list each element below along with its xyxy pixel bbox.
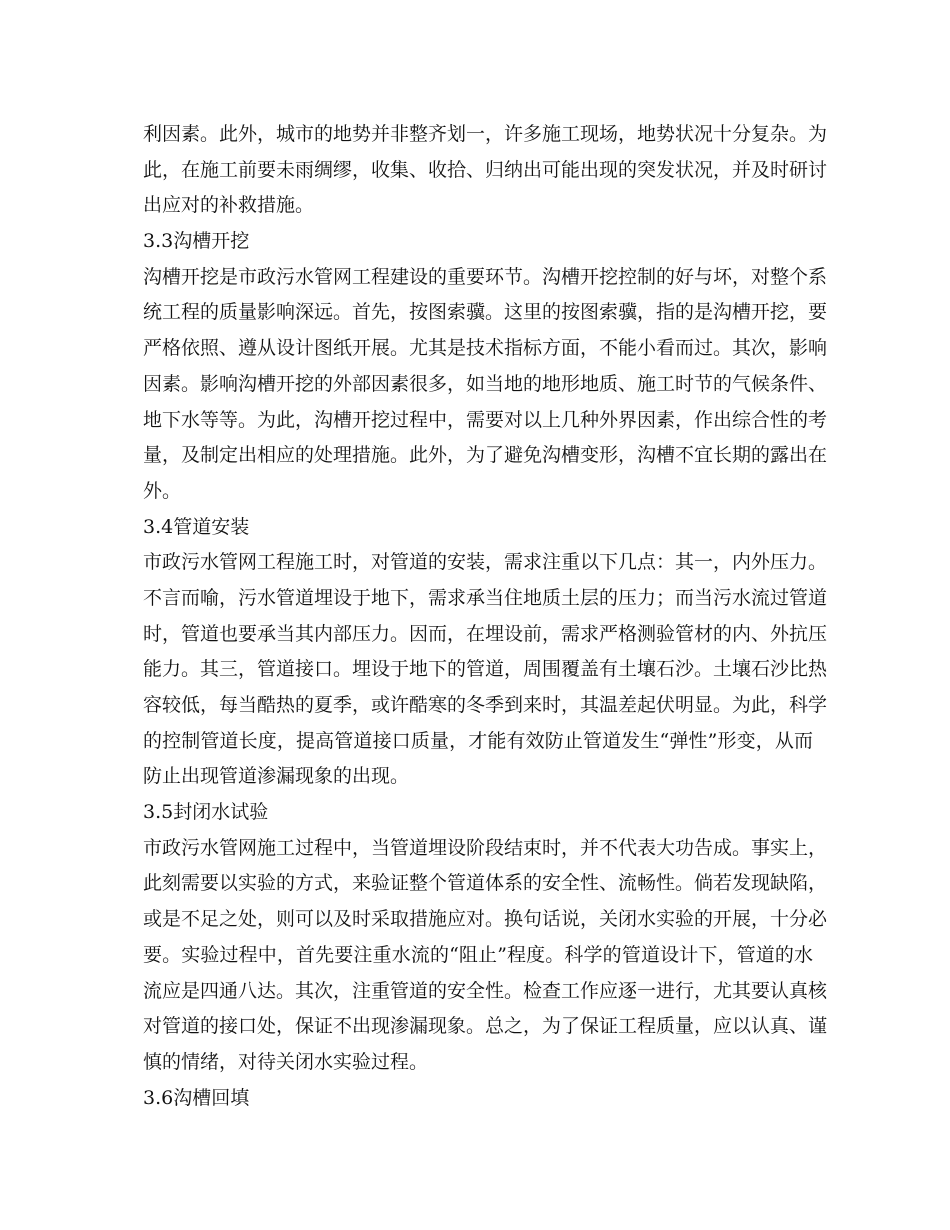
paragraph-line: 地下水等等。为此，沟槽开挖过程中，需要对以上几种外界因素，作出综合性的考 <box>143 408 828 431</box>
paragraph-line: 防止出现管道渗漏现象的出现。 <box>143 765 410 788</box>
paragraph-line: 慎的情绪，对待关闭水实验过程。 <box>143 1050 429 1073</box>
paragraph-line: 时，管道也要承当其内部压力。因而，在埋设前，需求严格测验管材的内、外抗压 <box>143 622 828 645</box>
paragraph-line: 量，及制定出相应的处理措施。此外，为了避免沟槽变形，沟槽不宜长期的露出在 <box>143 444 828 467</box>
paragraph-line: 要。实验过程中，首先要注重水流的“阻止”程度。科学的管道设计下，管道的水 <box>143 943 813 966</box>
paragraph-line: 因素。影响沟槽开挖的外部因素很多，如当地的地形地质、施工时节的气候条件、 <box>143 372 828 395</box>
paragraph-line: 沟槽开挖是市政污水管网工程建设的重要环节。沟槽开挖控制的好与坏，对整个系 <box>143 265 828 288</box>
section-heading-3-5: 3.5封闭水试验 <box>143 801 269 824</box>
paragraph-line: 对管道的接口处，保证不出现渗漏现象。总之，为了保证工程质量，应以认真、谨 <box>143 1015 828 1038</box>
paragraph-line: 市政污水管网施工过程中，当管道埋设阶段结束时，并不代表大功告成。事实上， <box>143 836 828 859</box>
paragraph-line: 利因素。此外，城市的地势并非整齐划一，许多施工现场，地势状况十分复杂。为 <box>143 123 828 145</box>
paragraph-line: 容较低，每当酷热的夏季，或许酷寒的冬季到来时，其温差起伏明显。为此，科学 <box>143 694 828 716</box>
paragraph-line: 严格依照、遵从设计图纸开展。尤其是技术指标方面，不能小看而过。其次，影响 <box>143 337 828 360</box>
paragraph-line: 外。 <box>143 479 182 502</box>
section-heading-3-4: 3.4管道安装 <box>143 515 250 538</box>
paragraph-line: 能力。其三，管道接口。埋设于地下的管道，周围覆盖有土壤石沙。土壤石沙比热 <box>143 658 828 681</box>
paragraph-line: 或是不足之处，则可以及时采取措施应对。换句话说，关闭水实验的开展，十分必 <box>143 908 828 931</box>
paragraph-line: 不言而喻，污水管道埋设于地下，需求承当住地质土层的压力；而当污水流过管道 <box>143 586 828 609</box>
paragraph-line: 市政污水管网工程施工时，对管道的安装，需求注重以下几点：其一，内外压力。 <box>143 551 828 574</box>
paragraph-line: 出应对的补救措施。 <box>143 194 315 217</box>
section-heading-3-6: 3.6沟槽回填 <box>143 1086 250 1109</box>
paragraph-line: 统工程的质量影响深远。首先，按图索骥。这里的按图索骥，指的是沟槽开挖，要 <box>143 301 828 324</box>
document-body <box>143 117 828 1116</box>
paragraph-line: 的控制管道长度，提高管道接口质量，才能有效防止管道发生“弹性”形变，从而 <box>143 729 813 752</box>
section-heading-3-3: 3.3沟槽开挖 <box>143 230 250 253</box>
paragraph-line: 此，在施工前要未雨绸缪，收集、收拾、归纳出可能出现的突发状况，并及时研讨 <box>143 158 828 181</box>
paragraph-line: 流应是四通八达。其次，注重管道的安全性。检查工作应逐一进行，尤其要认真核 <box>143 979 828 1002</box>
paragraph-line: 此刻需要以实验的方式，来验证整个管道体系的安全性、流畅性。倘若发现缺陷， <box>143 872 828 895</box>
